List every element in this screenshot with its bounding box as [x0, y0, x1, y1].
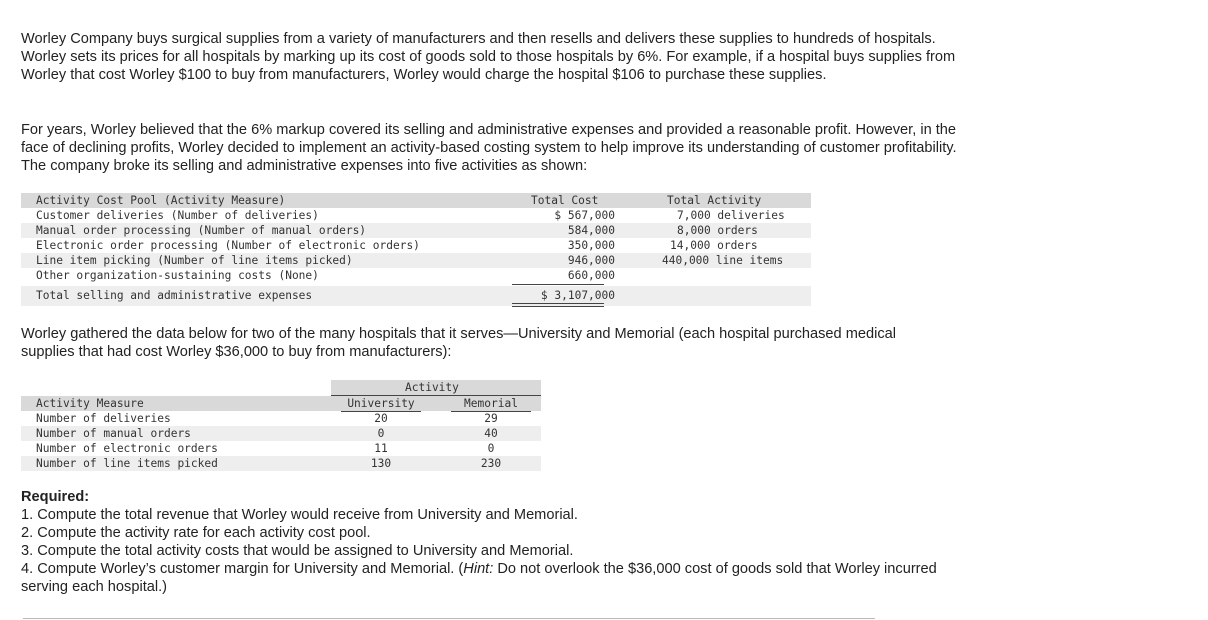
pool-name: Line item picking (Number of line items picked) — [36, 254, 353, 267]
memorial-value: 40 — [484, 427, 498, 440]
table-row — [21, 411, 541, 426]
measure-name: Number of manual orders — [36, 427, 191, 440]
table-header-row — [21, 193, 811, 208]
required-item-3: 3. Compute the total activity costs that would be assigned to University and Memorial. — [21, 543, 574, 559]
activity-cost-pool-table — [21, 193, 811, 306]
bottom-divider — [23, 618, 875, 619]
pool-cost: 350,000 — [567, 239, 615, 252]
table-row — [21, 456, 541, 471]
header-activity-measure: Activity Measure — [36, 397, 144, 410]
header-total-activity: Total Activity — [667, 194, 762, 207]
pool-cost: 946,000 — [567, 254, 615, 267]
required-item-4 — [21, 560, 961, 596]
hint-label: Hint: — [463, 561, 494, 577]
pool-cost: 660,000 — [567, 269, 615, 282]
pool-activity: 8,000 orders — [677, 224, 758, 237]
total-double-rule — [512, 303, 604, 307]
item4-text-b: Do not overlook the $36,000 cost of goods sold that Worley incurred serving each hospital.) — [21, 561, 937, 595]
pool-cost: 584,000 — [567, 224, 615, 237]
university-value: 0 — [377, 427, 385, 440]
pool-activity: 14,000 orders — [670, 239, 758, 252]
total-label: Total selling and administrative expenses — [36, 289, 313, 302]
pool-name: Customer deliveries (Number of deliveries) — [36, 209, 319, 222]
required-section — [21, 488, 961, 596]
table-row — [21, 253, 811, 268]
pool-name: Other organization-sustaining costs (None) — [36, 269, 319, 282]
table-row — [21, 223, 811, 238]
required-item-1: 1. Compute the total revenue that Worley would receive from University and Memorial. — [21, 507, 578, 523]
header-total-cost: Total Cost — [531, 194, 599, 207]
memorial-value: 0 — [487, 442, 495, 455]
table-header-row — [21, 396, 541, 411]
required-title: Required: — [21, 489, 90, 505]
table-row — [21, 268, 811, 283]
pool-cost: $ 567,000 — [554, 209, 615, 222]
header-memorial: Memorial — [451, 396, 531, 412]
measure-name: Number of electronic orders — [36, 442, 218, 455]
memorial-value: 230 — [480, 457, 502, 470]
pool-activity: 7,000 deliveries — [677, 209, 785, 222]
pool-name: Electronic order processing (Number of electronic orders) — [36, 239, 420, 252]
intro-paragraph-2: For years, Worley believed that the 6% markup covered its selling and administrative expenses and provided a reasonable profit. However, in the face of declining profits, Worley decided to implement an activity-based costing system to help improve its understanding of customer profitability. The company broke its selling and administrative expenses into five activities as shown: — [21, 122, 957, 174]
table-row — [21, 208, 811, 223]
required-item-2: 2. Compute the activity rate for each activity cost pool. — [21, 525, 371, 541]
group-header-row — [331, 380, 541, 396]
university-value: 130 — [370, 457, 392, 470]
hospital-data-intro: Worley gathered the data below for two of the many hospitals that it serves—University and Memorial (each hospital purchased medical supplies that had cost Worley $36,000 to buy from manufacturers): — [21, 326, 896, 360]
header-activity-cost-pool: Activity Cost Pool (Activity Measure) — [36, 194, 286, 207]
total-value: $ 3,107,000 — [540, 289, 615, 302]
activity-group-header: Activity — [405, 381, 459, 394]
university-value: 20 — [374, 412, 388, 425]
pool-name: Manual order processing (Number of manual orders) — [36, 224, 367, 237]
hospital-activity-table — [21, 380, 541, 471]
intro-paragraph-1: Worley Company buys surgical supplies from a variety of manufacturers and then resells and delivers these supplies to hundreds of hospitals. Worley sets its prices for all hospitals by marking up its cost of goods sold to those hospitals by 6%. For example, if a hospital buys supplies from Worley that cost Worley $100 to buy from manufacturers, Worley would charge the hospital $106 to purchase these supplies. — [21, 31, 956, 83]
pool-activity: 440,000 line items — [662, 254, 784, 267]
table-row — [21, 441, 541, 456]
table-row — [21, 238, 811, 253]
header-university: University — [341, 396, 421, 412]
table-row — [21, 426, 541, 441]
university-value: 11 — [374, 442, 388, 455]
subtotal-rule — [512, 284, 604, 285]
measure-name: Number of deliveries — [36, 412, 171, 425]
measure-name: Number of line items picked — [36, 457, 218, 470]
total-row — [21, 286, 811, 306]
item4-text-a: 4. Compute Worley’s customer margin for University and Memorial. ( — [21, 561, 464, 577]
memorial-value: 29 — [484, 412, 498, 425]
